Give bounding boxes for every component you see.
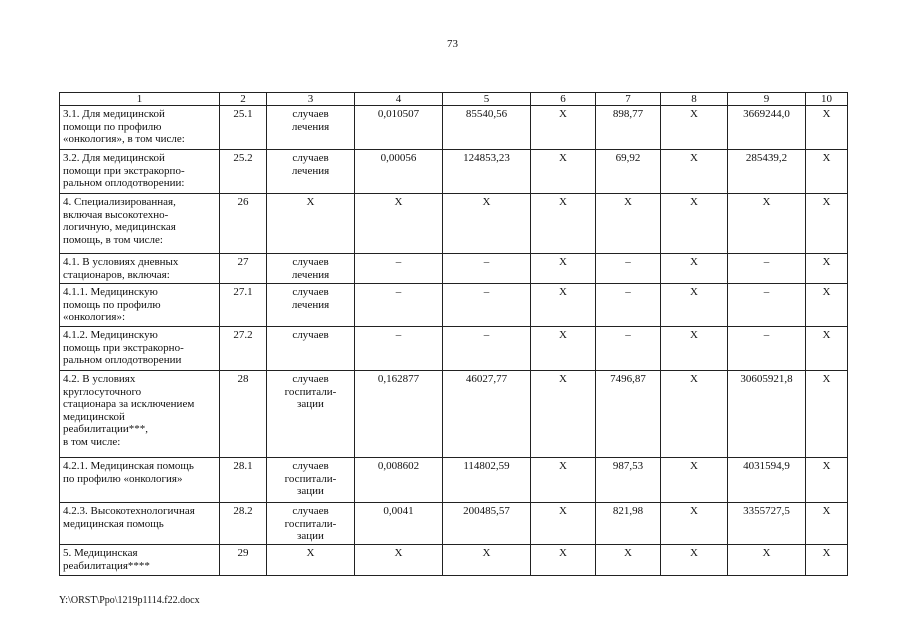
table-cell: – (355, 254, 443, 284)
row-label-cell: 3.2. Для медицинской помощи при экстракорпо- ральном оплодотворении: (60, 150, 220, 194)
row-code-cell: 27.2 (220, 327, 267, 371)
table-cell: 30605921,8 (728, 371, 806, 458)
table-cell: X (661, 254, 728, 284)
table-cell: X (661, 150, 728, 194)
table-cell: X (443, 194, 531, 254)
table-cell: 0,162877 (355, 371, 443, 458)
table-cell: X (806, 284, 848, 327)
row-unit-cell: случаев (267, 327, 355, 371)
table-cell: X (531, 284, 596, 327)
table-cell: X (661, 458, 728, 503)
table-cell: X (531, 254, 596, 284)
table-cell: 4031594,9 (728, 458, 806, 503)
table-cell: X (728, 194, 806, 254)
table-header (60, 93, 848, 106)
header-cell-col4: 4 (355, 93, 443, 106)
header-cell-col1: 1 (60, 93, 220, 106)
table-cell: 0,0041 (355, 503, 443, 545)
table-cell: X (806, 545, 848, 576)
header-cell-col6: 6 (531, 93, 596, 106)
table-cell: 7496,87 (596, 371, 661, 458)
table-row (60, 371, 848, 458)
row-unit-cell: случаев госпитали- зации (267, 503, 355, 545)
table-cell: X (661, 503, 728, 545)
table-cell: X (806, 150, 848, 194)
table-cell: 114802,59 (443, 458, 531, 503)
table-cell: X (661, 284, 728, 327)
table-cell: X (661, 327, 728, 371)
row-label-cell: 4.1.1. Медицинскую помощь по профилю «онкология»: (60, 284, 220, 327)
table-cell: X (806, 106, 848, 150)
table-cell: – (443, 284, 531, 327)
header-cell-col5: 5 (443, 93, 531, 106)
row-unit-cell: X (267, 194, 355, 254)
table-cell: X (661, 106, 728, 150)
row-label-cell: 4. Специализированная, включая высокотехно- логичную, медицинская помощь, в том числе: (60, 194, 220, 254)
table-cell: X (661, 545, 728, 576)
table-cell: 821,98 (596, 503, 661, 545)
row-code-cell: 25.1 (220, 106, 267, 150)
table-row (60, 284, 848, 327)
table-cell: – (596, 327, 661, 371)
table-row (60, 503, 848, 545)
table-cell: 200485,57 (443, 503, 531, 545)
table-cell: – (596, 284, 661, 327)
table-cell: 3355727,5 (728, 503, 806, 545)
table-cell: X (443, 545, 531, 576)
row-code-cell: 28 (220, 371, 267, 458)
row-unit-cell: X (267, 545, 355, 576)
table-cell: – (728, 327, 806, 371)
table-cell: 124853,23 (443, 150, 531, 194)
row-code-cell: 27.1 (220, 284, 267, 327)
table-cell: X (806, 371, 848, 458)
row-label-cell: 4.1.2. Медицинскую помощь при экстракорно- ральном оплодотворении (60, 327, 220, 371)
row-unit-cell: случаев лечения (267, 254, 355, 284)
footer-file-path: Y:\ORST\Ppo\1219p1114.f22.docx (59, 595, 200, 606)
row-unit-cell: случаев госпитали- зации (267, 458, 355, 503)
row-label-cell: 3.1. Для медицинской помощи по профилю «онкология», в том числе: (60, 106, 220, 150)
table-cell: X (531, 503, 596, 545)
header-cell-col7: 7 (596, 93, 661, 106)
table-body (60, 106, 848, 576)
table-cell: 3669244,0 (728, 106, 806, 150)
table-cell: 46027,77 (443, 371, 531, 458)
table-cell: 0,008602 (355, 458, 443, 503)
table-cell: 285439,2 (728, 150, 806, 194)
table-cell: X (806, 254, 848, 284)
table-cell: X (531, 327, 596, 371)
table-cell: X (531, 150, 596, 194)
row-code-cell: 26 (220, 194, 267, 254)
table-row (60, 254, 848, 284)
header-cell-col9: 9 (728, 93, 806, 106)
row-label-cell: 4.2. В условиях круглосуточного стационара за исключением медицинской реабилитации***, в том числе: (60, 371, 220, 458)
table-cell: X (806, 327, 848, 371)
table-cell: X (531, 194, 596, 254)
row-unit-cell: случаев лечения (267, 106, 355, 150)
table-cell: – (443, 254, 531, 284)
table-row (60, 150, 848, 194)
table-cell: X (806, 503, 848, 545)
row-code-cell: 25.2 (220, 150, 267, 194)
table-cell: 0,010507 (355, 106, 443, 150)
header-row (60, 93, 848, 106)
data-table (59, 92, 848, 576)
table-cell: X (355, 545, 443, 576)
table-row (60, 327, 848, 371)
table-cell: – (355, 284, 443, 327)
row-label-cell: 5. Медицинская реабилитация**** (60, 545, 220, 576)
header-cell-col2: 2 (220, 93, 267, 106)
table-row (60, 458, 848, 503)
page-number: 73 (447, 38, 458, 50)
table-cell: X (596, 545, 661, 576)
header-cell-col8: 8 (661, 93, 728, 106)
table-cell: – (355, 327, 443, 371)
row-label-cell: 4.2.1. Медицинская помощь по профилю «онкология» (60, 458, 220, 503)
table-cell: – (596, 254, 661, 284)
table-cell: X (531, 106, 596, 150)
table-cell: 85540,56 (443, 106, 531, 150)
table-cell: X (531, 458, 596, 503)
table-cell: 0,00056 (355, 150, 443, 194)
table-cell: – (728, 284, 806, 327)
table-row (60, 106, 848, 150)
table-row (60, 194, 848, 254)
header-cell-col10: 10 (806, 93, 848, 106)
table-row (60, 545, 848, 576)
table-cell: – (728, 254, 806, 284)
table-cell: 898,77 (596, 106, 661, 150)
row-label-cell: 4.1. В условиях дневных стационаров, включая: (60, 254, 220, 284)
row-label-cell: 4.2.3. Высокотехнологичная медицинская помощь (60, 503, 220, 545)
header-cell-col3: 3 (267, 93, 355, 106)
table-cell: X (355, 194, 443, 254)
row-code-cell: 29 (220, 545, 267, 576)
row-unit-cell: случаев госпитали- зации (267, 371, 355, 458)
table-cell: 987,53 (596, 458, 661, 503)
table-cell: X (531, 371, 596, 458)
row-unit-cell: случаев лечения (267, 150, 355, 194)
table-cell: 69,92 (596, 150, 661, 194)
table-cell: – (443, 327, 531, 371)
table-cell: X (531, 545, 596, 576)
table-cell: X (661, 194, 728, 254)
table-cell: X (806, 194, 848, 254)
row-code-cell: 28.1 (220, 458, 267, 503)
row-code-cell: 28.2 (220, 503, 267, 545)
table-cell: X (728, 545, 806, 576)
table-cell: X (806, 458, 848, 503)
row-code-cell: 27 (220, 254, 267, 284)
table-cell: X (661, 371, 728, 458)
table-cell: X (596, 194, 661, 254)
row-unit-cell: случаев лечения (267, 284, 355, 327)
